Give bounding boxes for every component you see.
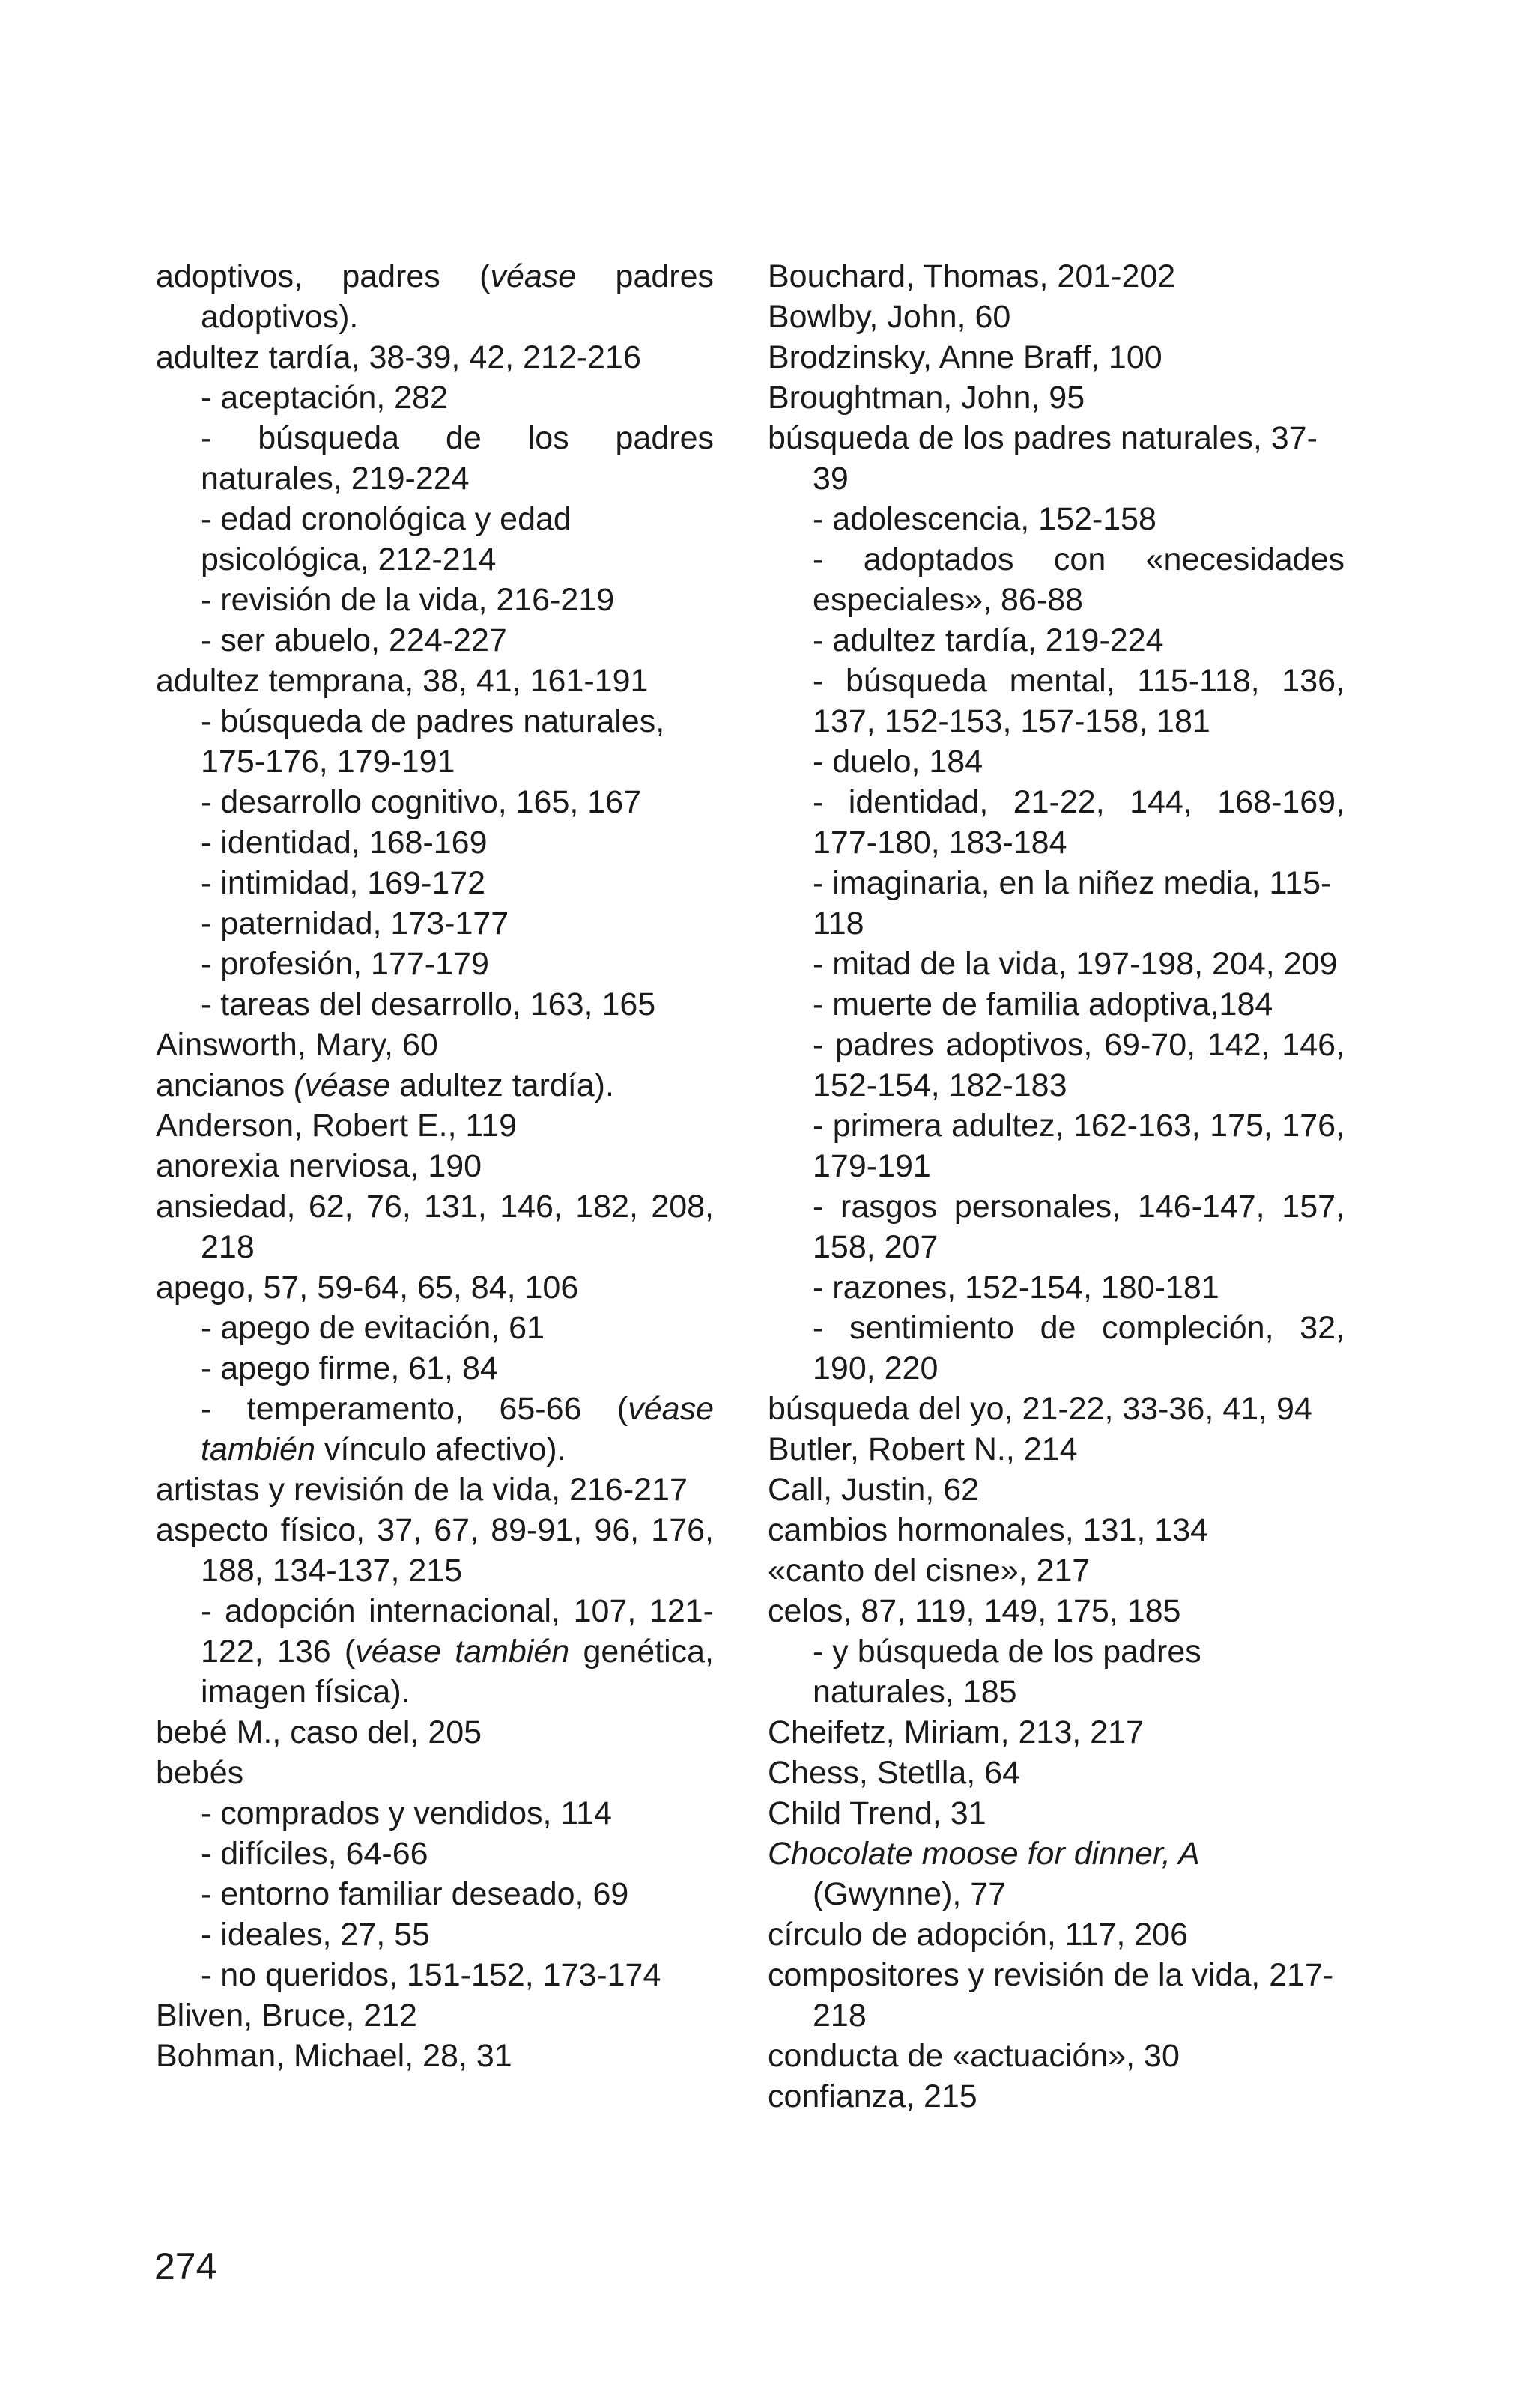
index-subentry: - desarrollo cognitivo, 165, 167 [201,784,642,820]
index-entry: Brodzinsky, Anne Braff, 100 [768,339,1162,375]
index-entry: círculo de adopción, 117, 206 [768,1917,1188,1953]
entry-text: padres adoptivos). [201,258,714,335]
index-subentry: - muerte de familia adoptiva,184 [813,986,1273,1022]
index-entry: anorexia nerviosa, 190 [156,1148,482,1184]
entry-text: - adopción internacional, 107, 121-122, 136 ( [201,1593,714,1669]
index-entry: Call, Justin, 62 [768,1472,980,1508]
index-subentry: - comprados y vendidos, 114 [201,1795,612,1831]
index-subentry: - ser abuelo, 224-227 [201,622,507,658]
entry-text: adultez tardía). [390,1067,614,1103]
index-entry: cambios hormonales, 131, 134 [768,1512,1209,1548]
index-entry: Cheifetz, Miriam, 213, 217 [768,1714,1144,1750]
index-subentry: - y búsqueda de los padres naturales, 185 [813,1634,1201,1710]
index-subentry: - adultez tardía, 219-224 [813,622,1164,658]
index-entry: Bohman, Michael, 28, 31 [156,2038,512,2074]
index-entry: bebé M., caso del, 205 [156,1714,482,1750]
index-column-right [768,256,1344,2117]
entry-text: vínculo afectivo). [315,1431,566,1467]
index-subentry: - adolescencia, 152-158 [813,501,1156,537]
entry-italic: véase también [355,1634,570,1669]
index-subentry [156,1389,714,1470]
index-subentry: - identidad, 21-22, 144, 168-169, 177-180, 183-184 [813,784,1344,861]
index-entry: conducta de «actuación», 30 [768,2038,1180,2074]
index-entry: aspecto físico, 37, 67, 89-91, 96, 176, 188, 134-137, 215 [156,1512,714,1589]
index-entry: Bouchard, Thomas, 201-202 [768,258,1176,294]
index-subentry [156,1591,714,1712]
index-subentry: - apego firme, 61, 84 [201,1350,498,1386]
index-subentry: - intimidad, 169-172 [201,865,486,901]
index-subentry: - profesión, 177-179 [201,946,489,982]
index-entry: compositores y revisión de la vida, 217-218 [768,1957,1334,2034]
index-subentry: - ideales, 27, 55 [201,1917,430,1953]
entry-italic: (véase [294,1067,391,1103]
index-entry: artistas y revisión de la vida, 216-217 [156,1472,688,1508]
index-entry: adultez temprana, 38, 41, 161-191 [156,663,649,699]
index-subentry: - búsqueda de padres naturales, 175-176, 179-191 [201,703,665,780]
entry-text: adoptivos, padres ( [156,258,491,294]
page-number: 274 [154,2245,217,2287]
index-subentry: - búsqueda mental, 115-118, 136, 137, 152-153, 157-158, 181 [813,663,1344,739]
index-subentry: - razones, 152-154, 180-181 [813,1270,1219,1305]
index-subentry: - difíciles, 64-66 [201,1836,428,1872]
index-entry: «canto del cisne», 217 [768,1553,1091,1589]
entry-text: - temperamento, 65-66 ( [201,1391,628,1427]
index-subentry: - búsqueda de los padres naturales, 219-224 [201,420,714,497]
index-entry: apego, 57, 59-64, 65, 84, 106 [156,1270,579,1305]
index-subentry: - paternidad, 173-177 [201,906,509,941]
index-subentry: - revisión de la vida, 216-219 [201,582,615,618]
index-subentry: - identidad, 168-169 [201,825,488,861]
entry-text: ancianos [156,1067,294,1103]
entry-italic: véase [490,258,577,294]
index-entry: Butler, Robert N., 214 [768,1431,1078,1467]
index-entry [156,256,714,337]
entry-text: (Gwynne), 77 [813,1876,1007,1912]
entry-italic: véase también [201,1391,714,1467]
index-subentry: - no queridos, 151-152, 173-174 [201,1957,661,1993]
index-entry: Chess, Stetlla, 64 [768,1755,1021,1791]
index-entry: Ainsworth, Mary, 60 [156,1027,438,1063]
index-entry: Bliven, Bruce, 212 [156,1998,417,2034]
index-subentry: - mitad de la vida, 197-198, 204, 209 [813,946,1338,982]
index-subentry: - aceptación, 282 [201,380,448,416]
index-column-left [156,256,714,2076]
index-entry: Broughtman, John, 95 [768,380,1085,416]
index-subentry: - primera adultez, 162-163, 175, 176, 179-191 [813,1108,1344,1184]
index-entry: búsqueda de los padres naturales, 37-39 [768,420,1318,497]
index-subentry: - tareas del desarrollo, 163, 165 [201,986,656,1022]
index-entry: Anderson, Robert E., 119 [156,1108,518,1144]
index-entry: bebés [156,1755,244,1791]
index-subentry: - adoptados con «necesidades especiales», 86-88 [813,542,1344,618]
index-entry: celos, 87, 119, 149, 175, 185 [768,1593,1181,1629]
index-entry: adultez tardía, 38-39, 42, 212-216 [156,339,641,375]
entry-text: genética, imagen física). [201,1634,714,1710]
index-entry: búsqueda del yo, 21-22, 33-36, 41, 94 [768,1391,1312,1427]
index-subentry: - edad cronológica y edad psicológica, 212-214 [201,501,572,577]
index-entry: confianza, 215 [768,2078,977,2114]
index-entry: ansiedad, 62, 76, 131, 146, 182, 208, 218 [156,1189,714,1265]
index-subentry: - imaginaria, en la niñez media, 115-118 [813,865,1332,941]
entry-italic: Chocolate moose for dinner, A [768,1836,1200,1872]
index-entry: Child Trend, 31 [768,1795,986,1831]
index-subentry: - padres adoptivos, 69-70, 142, 146, 152-154, 182-183 [813,1027,1344,1103]
index-entry: Bowlby, John, 60 [768,299,1011,335]
index-subentry: - rasgos personales, 146-147, 157, 158, 207 [813,1189,1344,1265]
index-entry [156,1065,714,1106]
index-subentry: - entorno familiar deseado, 69 [201,1876,629,1912]
index-entry [768,1834,1344,1914]
index-subentry: - duelo, 184 [813,744,983,780]
index-subentry: - apego de evitación, 61 [201,1310,545,1346]
index-subentry: - sentimiento de compleción, 32, 190, 220 [813,1310,1344,1386]
